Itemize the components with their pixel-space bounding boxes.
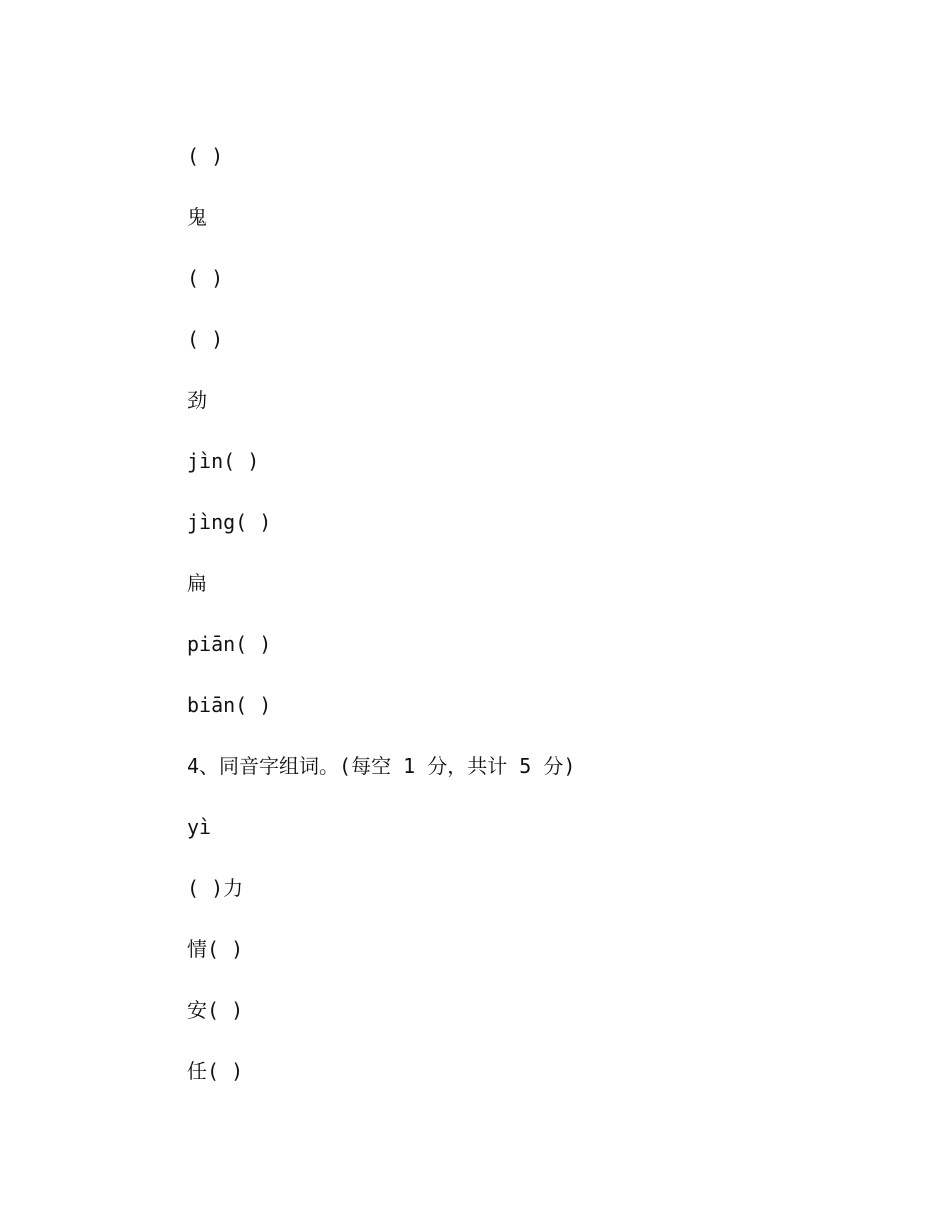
question-heading: 4、同音字组词。(每空 1 分，共计 5 分) — [187, 754, 576, 778]
pinyin-jin-blank: jìn( ) — [187, 449, 260, 473]
pinyin-pian-blank: piān( ) — [187, 632, 272, 656]
word-blank-qing: 情( ) — [187, 937, 244, 961]
character-jin: 劲 — [187, 388, 207, 412]
character-bian: 扁 — [187, 571, 207, 595]
pinyin-bian-blank: biān( ) — [187, 693, 272, 717]
word-blank-ren: 任( ) — [187, 1059, 244, 1083]
pinyin-jing-blank: jìng( ) — [187, 510, 272, 534]
blank-parentheses: ( ) — [187, 327, 224, 351]
blank-parentheses: ( ) — [187, 266, 224, 290]
word-blank-li: ( )力 — [187, 876, 244, 900]
character-gui: 鬼 — [187, 205, 207, 229]
word-blank-an: 安( ) — [187, 998, 244, 1022]
blank-parentheses: ( ) — [187, 144, 224, 168]
pinyin-yi: yì — [187, 815, 212, 839]
